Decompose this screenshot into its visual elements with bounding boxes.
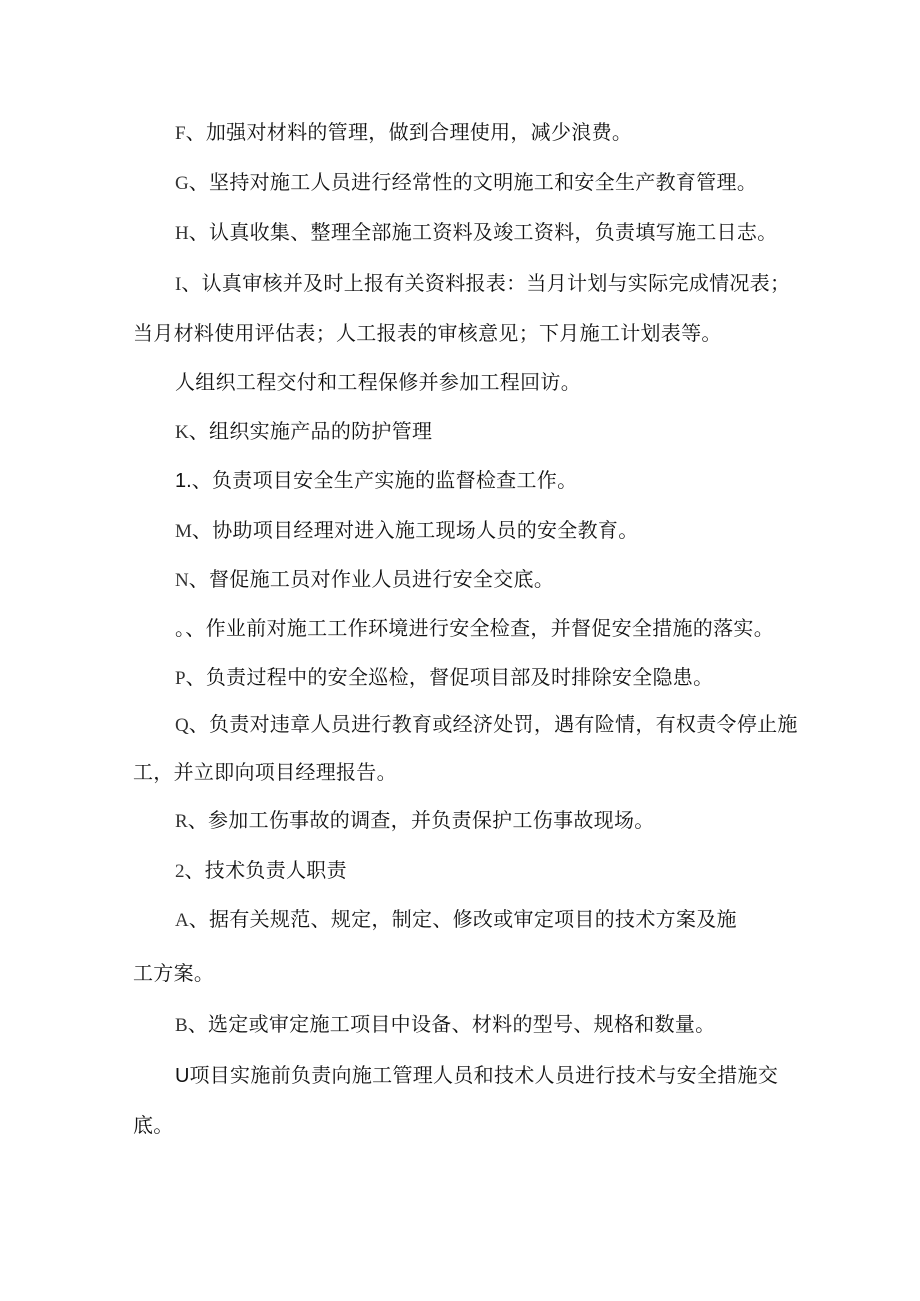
paragraph-text: 、技术负责人职责 <box>184 858 347 882</box>
item-marker: M <box>175 521 192 542</box>
item-marker: I <box>175 274 182 295</box>
item-marker: K <box>175 422 189 443</box>
paragraph-text: 、负责项目安全生产实施的监督检查工作。 <box>191 468 578 492</box>
paragraph-b <box>175 1010 716 1040</box>
paragraph-a <box>175 905 737 935</box>
paragraph-text: 、加强对材料的管理，做到合理使用，减少浪费。 <box>185 120 633 144</box>
item-marker: 2 <box>175 861 185 882</box>
paragraph-j <box>175 368 581 396</box>
paragraph-n <box>175 565 554 595</box>
paragraph-k <box>175 417 432 447</box>
item-marker: Q <box>175 715 189 736</box>
paragraph-text: 、协助项目经理对进入施工现场人员的安全教育。 <box>191 518 639 542</box>
paragraph-text: 。、作业前对施工工作环境进行安全检查，并督促安全措施的落实。 <box>175 616 774 640</box>
paragraph-text: 人组织工程交付和工程保修并参加工程回访。 <box>175 370 581 394</box>
paragraph-g <box>175 168 757 198</box>
paragraph-l <box>175 466 577 495</box>
paragraph-text: 、认真收集、整理全部施工资料及竣工资料，负责填写施工日志。 <box>188 220 778 244</box>
paragraph-r <box>175 806 655 836</box>
item-marker: R <box>175 811 188 832</box>
paragraph-text: 、选定或审定施工项目中设备、材料的型号、规格和数量。 <box>187 1012 716 1036</box>
paragraph-c-continuation <box>133 1111 174 1139</box>
item-marker: F <box>175 123 186 144</box>
paragraph-text: 、组织实施产品的防护管理 <box>188 419 433 443</box>
paragraph-text: 、负责对违章人员进行教育或经济处罚，遇有险情，有权责令停止施 <box>188 712 798 736</box>
paragraph-text: 、坚持对施工人员进行经常性的文明施工和安全生产教育管理。 <box>188 170 758 194</box>
paragraph-text: 底。 <box>133 1113 174 1137</box>
paragraph-text: 、负责过程中的安全巡检，督促项目部及时排除安全隐患。 <box>185 665 714 689</box>
paragraph-q <box>175 710 798 740</box>
item-marker: G <box>175 173 189 194</box>
paragraph-text: 当月材料使用评估表；人工报表的审核意见；下月施工计划表等。 <box>133 321 722 345</box>
paragraph-q-continuation <box>133 758 397 786</box>
paragraph-a-continuation <box>133 959 214 987</box>
paragraph-text: 、据有关规范、规定，制定、修改或审定项目的技术方案及施 <box>188 907 737 931</box>
section-heading-technical-lead <box>175 856 347 886</box>
paragraph-i <box>175 269 790 299</box>
item-marker: N <box>175 570 189 591</box>
paragraph-text: 工，并立即向项目经理报告。 <box>133 760 397 784</box>
item-marker: A <box>175 910 189 931</box>
item-marker: U <box>175 1065 190 1087</box>
paragraph-text: 、参加工伤事故的调查，并负责保护工伤事故现场。 <box>187 808 655 832</box>
paragraph-f <box>175 118 632 148</box>
paragraph-i-continuation <box>133 319 722 347</box>
item-marker: B <box>175 1015 188 1036</box>
item-marker: H <box>175 223 189 244</box>
paragraph-text: 、认真审核并及时上报有关资料报表：当月计划与实际完成情况表； <box>181 271 791 295</box>
paragraph-text: 、督促施工员对作业人员进行安全交底。 <box>188 567 555 591</box>
item-marker: 1. <box>175 470 192 492</box>
paragraph-o <box>175 614 774 642</box>
paragraph-m <box>175 516 639 546</box>
paragraph-text: 项目实施前负责向施工管理人员和技术人员进行技术与安全措施交 <box>189 1063 779 1087</box>
paragraph-p <box>175 663 713 693</box>
paragraph-text: 工方案。 <box>133 961 215 985</box>
paragraph-h <box>175 218 777 248</box>
item-marker: P <box>175 668 186 689</box>
paragraph-c <box>175 1061 778 1090</box>
